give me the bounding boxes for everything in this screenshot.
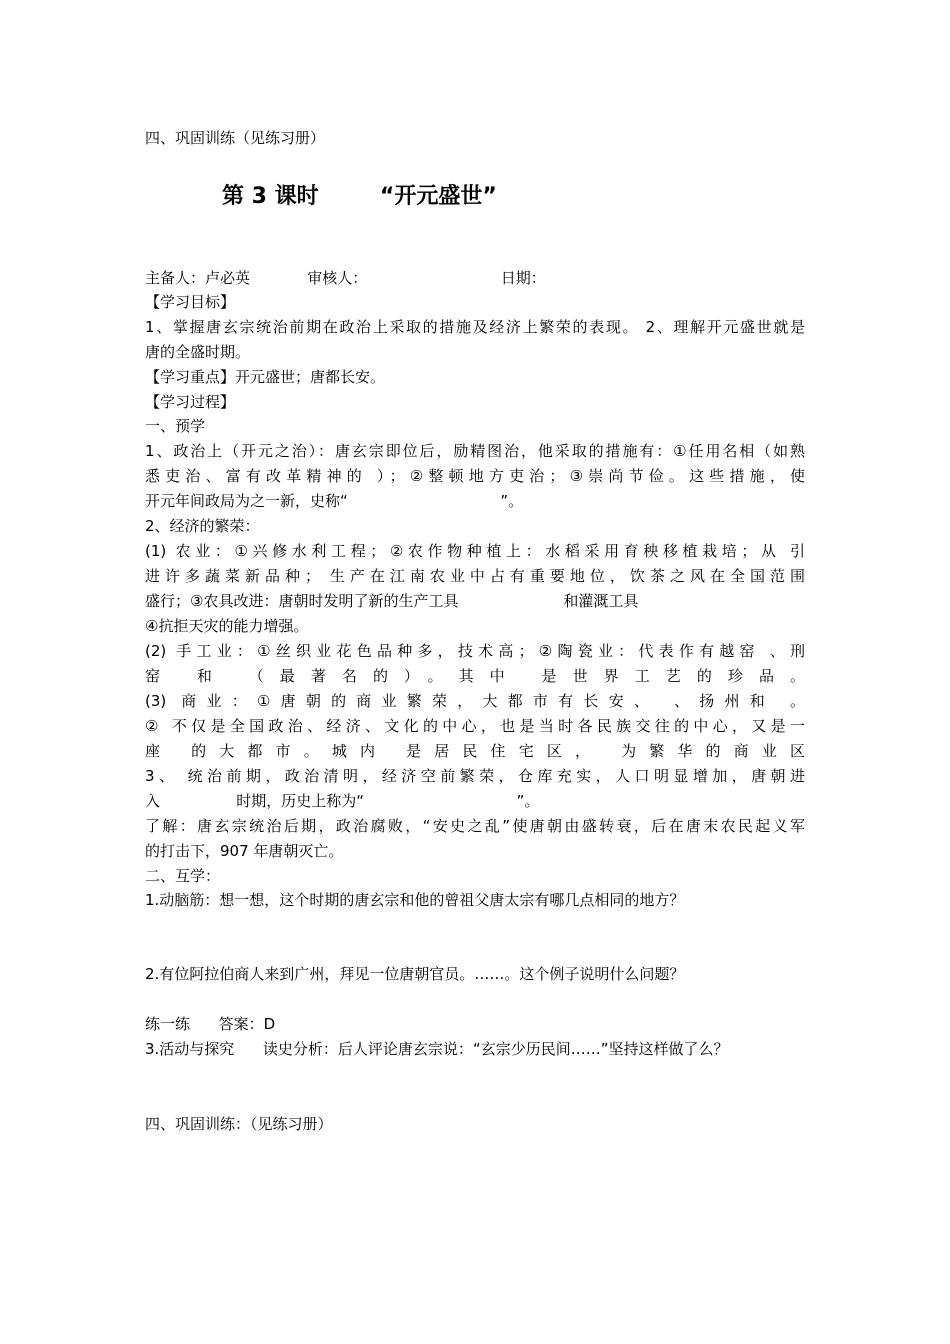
commerce-line-2: ② 不仅是全国政治、经济、文化的中心，也是当时各民族交往的中心，又是一: [145, 717, 805, 735]
handicraft-line-2: 窑 和 （最著名的）。其中 是世界工艺的珍品。: [145, 667, 805, 685]
item-3-line-1: 3、 统治前期，政治清明，经济空前繁荣，仓库充实，人口明显增加，唐朝进: [145, 767, 805, 785]
section-2-heading: 二、互学：: [145, 867, 221, 885]
item-3-line-2: 入 时期，历史上称为“ ”。: [145, 792, 540, 810]
top-note: 四、巩固训练（见练习册）: [145, 129, 326, 147]
question-1: 1.动脑筋：想一想，这个时期的唐玄宗和他的曾祖父唐太宗有哪几点相同的地方？: [145, 891, 685, 909]
note-line-2: 的打击下，907 年唐朝灭亡。: [145, 842, 344, 860]
section-1-heading: 一、预学: [145, 417, 206, 435]
key-points: 【学习重点】开元盛世；唐都长安。: [145, 368, 386, 386]
agriculture-line-4: ④抗拒天灾的能力增强。: [145, 617, 309, 635]
question-2: 2.有位阿拉伯商人来到广州，拜见一位唐朝官员。……。这个例子说明什么问题？: [145, 965, 685, 983]
lesson-title: 第 3 课时 “开元盛世”: [222, 184, 497, 209]
agriculture-line-1: (1) 农业：①兴修水利工程；②农作物种植上：水稻采用育秧移植栽培；从 引: [145, 542, 805, 560]
economy-heading: 2、经济的繁荣：: [145, 517, 260, 535]
practice-answer: 练一练 答案：D: [145, 1015, 276, 1033]
politics-line-1: 1、政治上（开元之治）：唐玄宗即位后，励精图治，他采取的措施有：①任用名相（如熟: [145, 442, 805, 460]
objectives-heading: 【学习目标】: [145, 293, 236, 311]
politics-line-2: 悉吏治、富有改革精神的 ）；②整顿地方吏治；③崇尚节俭。这些措施，使: [145, 467, 805, 485]
objectives-line-1: 1、掌握唐玄宗统治前期在政治上采取的措施及经济上繁荣的表现。 2、理解开元盛世就是: [145, 318, 805, 336]
commerce-line-3: 座 的大都市。城内 是居民住宅区， 为繁华的商业区: [145, 742, 805, 760]
bottom-note: 四、巩固训练：（见练习册）: [145, 1115, 333, 1133]
process-heading: 【学习过程】: [145, 393, 236, 411]
note-line-1: 了解：唐玄宗统治后期，政治腐败，“安史之乱”使唐朝由盛转衰，后在唐末农民起义军: [145, 817, 805, 835]
politics-line-3: 开元年间政局为之一新，史称“ ”。: [145, 492, 524, 510]
question-3: 3.活动与探究 读史分析：后人评论唐玄宗说：“玄宗少历民间……”坚持这样做了么？: [145, 1040, 729, 1058]
preparer-line: 主备人：卢必英 审核人： 日期：: [145, 269, 546, 287]
agriculture-line-2: 进许多蔬菜新品种； 生产在江南农业中占有重要地位，饮茶之风在全国范围: [145, 567, 805, 585]
handicraft-line-1: (2) 手工业：①丝织业花色品种多，技术高；②陶瓷业：代表作有越窑 、刑: [145, 642, 805, 660]
objectives-line-2: 唐的全盛时期。: [145, 343, 251, 361]
agriculture-line-3: 盛行；③农具改进：唐朝时发明了新的生产工具 和灌溉工具: [145, 592, 639, 610]
commerce-line-1: (3) 商业：①唐朝的商业繁荣，大都市有长安、 、扬州和 。: [145, 692, 805, 710]
